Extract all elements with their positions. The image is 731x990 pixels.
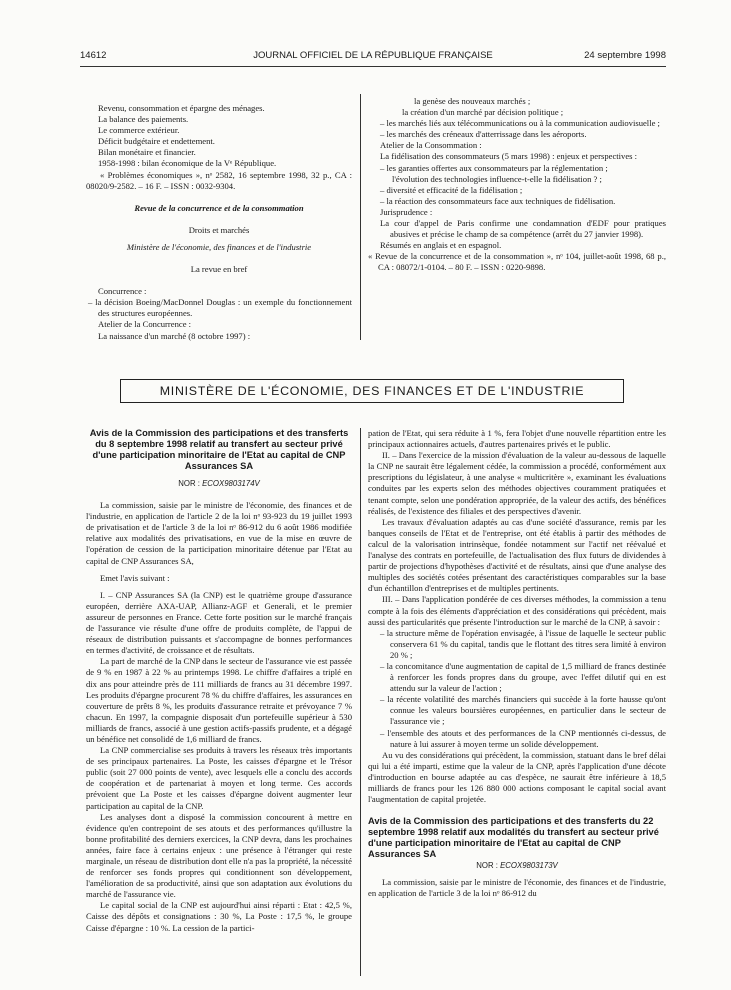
list-item: – diversité et efficacité de la fidélisation ;: [380, 184, 523, 195]
issue-date: 24 septembre 1998: [584, 50, 666, 61]
journal-title: JOURNAL OFFICIEL DE LA RÉPUBLIQUE FRANÇAISE: [253, 50, 493, 61]
list-item: Jurisprudence :: [380, 206, 433, 217]
list-item: Atelier de la Concurrence :: [98, 319, 192, 330]
list-item: – la réaction des consommateurs face aux techniques de fidélisation.: [380, 195, 616, 206]
nor-reference: [368, 860, 666, 871]
paragraph: La part de marché de la CNP dans le secteur de l'assurance vie est passée de 9 % en 1987 à 22 % au printemps 1998. Le chiffre d'affaires a triplé en dix ans pour atteindre près de 111 milliards de francs au 31 décembre 1997. Les produits d'épargne procurent 78 % du chiffre d'affaires, les assurances en couverture de prêts 8 %, les produits d'assurance retraite et prévoyance 7 % chacun. En 1997, la compagnie disposait d'un portefeuille supérieur à 530 milliards de francs, associé à une gestion actifs-passifs prudente, et a dégagé un bénéfice net consolidé de 1,6 milliard de francs.: [86, 656, 352, 744]
paragraph: La CNP commercialise ses produits à travers les réseaux très importants de ses principaux partenaires. La Poste, les caisses d'épargne et le Trésor public (soit 27 000 points de vente), avec lesquels elle a conclu des accords de coopération et de partenariat à moyen et long terme. Ces accords prévoient que La Poste et les caisses d'épargne doivent augmenter leur participation au capital de la CNP.: [86, 745, 352, 811]
nor-code: ECOX9803173V: [500, 861, 558, 871]
list-item: – les garanties offertes aux consommateurs par la réglementation ;: [380, 162, 608, 173]
list-item: Le commerce extérieur.: [98, 125, 180, 136]
list-item: – les marchés liés aux télécommunications ou à la communication audiovisuelle ;: [380, 118, 660, 129]
list-item: La naissance d'un marché (8 octobre 1997) :: [98, 330, 251, 341]
list-item: – la récente volatilité des marchés financiers qui succède à la forte hausse qu'ont connue les valeurs boursières européennes, en particulier dans le secteur de l'assurance vie ;: [380, 694, 666, 727]
list-item: La balance des paiements.: [98, 114, 189, 125]
nor-label: NOR :: [476, 861, 498, 871]
avis-title: Avis de la Commission des participations et des transferts du 8 septembre 1998 relatif au transfert au secteur privé d'une participation minoritaire de l'Etat au capital de CNP Assurances SA: [89, 428, 349, 471]
list-item: Bilan monétaire et financier.: [98, 147, 196, 158]
paragraph: III. – Dans l'application pondérée de ces diverses méthodes, la commission a tenu compte à la fois des éléments d'appréciation et des considérations qui précèdent, mais aussi des particularités que présente l'introduction sur le marché de la CNP, à savoir :: [368, 594, 666, 627]
list-item: 1958-1998 : bilan économique de la Vᵉ République.: [98, 158, 277, 169]
list-item: – la structure même de l'opération envisagée, à l'issue de laquelle le secteur public conservera 61 % du capital, tandis que le flottant des titres sera limité à environ 20 % ;: [380, 627, 666, 660]
list-item: – l'ensemble des atouts et des performances de la CNP mentionnés ci-dessus, de nature à lui assurer à moyen terme un solide développement.: [380, 727, 666, 749]
list-item: l'évolution des technologies influence-t-elle la fidélisation ? ;: [392, 173, 602, 184]
paragraph: pation de l'Etat, qui sera réduite à 1 %, fera l'objet d'une nouvelle répartition entre les principaux actionnaires actuels, d'autres partenaires privés et le public.: [368, 428, 666, 450]
list-item: Concurrence :: [98, 286, 147, 297]
list-item: Résumés en anglais et en espagnol.: [380, 240, 502, 251]
paragraph: Le capital social de la CNP est aujourd'hui ainsi réparti : Etat : 42,5 %, Caisse des dépôts et consignations : 30 %, La Poste : 17,5 %, le groupe Caisse d'épargne : 10 %. La cession de la partici-: [86, 900, 352, 933]
list-item: – les marchés des créneaux d'atterrissage dans les aéroports.: [380, 129, 587, 140]
revue-section: Droits et marchés: [188, 224, 250, 235]
list-item: – la décision Boeing/MacDonnel Douglas : un exemple du fonctionnement des structures européennes.: [88, 297, 352, 319]
paragraph: Emet l'avis suivant :: [100, 572, 170, 583]
list-item: la genèse des nouveaux marchés ;: [414, 96, 531, 106]
column-separator: [360, 428, 361, 976]
header-rule: [80, 66, 666, 67]
column-separator: [360, 94, 361, 340]
paragraph: Les analyses dont a disposé la commission concourent à mettre en évidence qu'en contrepoint de ses atouts et des performances qu'illustre la bonne profitabilité des derniers exercices, la CNP devra, dans les prochaines années, faire face à certains enjeux : une présence à l'étranger qui reste marginale, un réseau de distribution dont elle n'a pas la propriété, la nécessité de renforcer ses fonds propres qui conditionnent son développement, l'amélioration de sa productivité, ainsi que son adaptation aux évolutions du marché de l'assurance vie.: [86, 811, 352, 900]
avis-right-column: [368, 428, 666, 899]
avis2-title: Avis de la Commission des participations et des transferts du 22 septembre 1998 relatif aux modalités du transfert au secteur privé d'une participation minoritaire de l'Etat au capital de CNP Assurances SA: [368, 816, 659, 860]
page-header: [80, 50, 666, 66]
nor-code: ECOX9803174V: [202, 479, 260, 488]
top-left-column: [86, 103, 352, 342]
avis-left-column: [86, 428, 352, 934]
publication-reference: « Revue de la concurrence et de la consommation », nᵒ 104, juillet-août 1998, 68 p., CA : 08072/1-0104. – 80 F. – ISSN : 0220-9898.: [368, 251, 666, 273]
publication-reference: « Problèmes économiques », nᵒ 2582, 16 septembre 1998, 32 p., CA : 08020/9-2582. – 16 F. – ISSN : 0032-9304.: [86, 169, 352, 191]
ministry-banner: MINISTÈRE DE L'ÉCONOMIE, DES FINANCES ET DE L'INDUSTRIE: [120, 379, 624, 403]
list-item: Atelier de la Consommation :: [380, 140, 482, 151]
list-item: La fidélisation des consommateurs (5 mars 1998) : enjeux et perspectives :: [380, 151, 638, 162]
page-number: 14612: [80, 50, 107, 61]
revue-ministry: Ministère de l'économie, des finances et de l'industrie: [126, 241, 312, 252]
paragraph: Les travaux d'évaluation adaptés au cas d'une société d'assurance, remis par les banques conseils de l'Etat et de l'entreprise, ont été établis à partir des méthodes de calcul de la valorisation intrinsèque, fondée notamment sur l'actif net réévalué et l'analyse des contrats en portefeuille, de l'actualisation des flux futurs de dividendes à partir de projections d'hypothèses d'activité et de résultats, ainsi que d'une analyse des multiples des sociétés cotées présentant des caractéristiques comparables sur la base d'un échantillon d'entreprises et de multiples pertinents.: [368, 516, 666, 594]
revue-bref: La revue en bref: [190, 264, 248, 275]
list-item: – la concomitance d'une augmentation de capital de 1,5 milliard de francs destinée à renforcer les fonds propres dans du groupe, avec l'effet dilutif qui en est attendu sur la valeur de l'action ;: [380, 660, 666, 694]
list-item: Déficit budgétaire et endettement.: [98, 136, 215, 147]
paragraph: La commission, saisie par le ministre de l'économie, des finances et de l'industrie, en application de l'article 2 de la loi nᵒ 93-923 du 19 juillet 1993 de privatisation et de l'article 3 de la loi nᵒ 86-912 du 6 août 1986 modifiée relative aux modalités des privatisations, en vue de la mise en œuvre de l'opération de cession de la participation minoritaire détenue par l'Etat au capital de CNP Assurances SA,: [86, 500, 352, 566]
top-right-column: [368, 96, 666, 274]
list-item: Revenu, consommation et épargne des ménages.: [98, 103, 265, 113]
paragraph: II. – Dans l'exercice de la mission d'évaluation de la valeur au-dessous de laquelle la CNP ne saurait être légalement cédée, la commission a procédé, conformément aux prescriptions du législateur, à une analyse « multicritère », examinant les évaluations conduites par les experts selon des méthodes objectives couramment pratiquées et tenant compte, selon une pondération appropriée, de la valeur des actifs, des bénéfices réalisés, de l'existence des filiales et des perspectives d'avenir.: [368, 450, 666, 516]
paragraph: I. – CNP Assurances SA (la CNP) est le quatrième groupe d'assurance européen, derrière AXA-UAP, Allianz-AGF et Generali, et le premier assureur de personnes en France. Cette forte position sur le marché français de l'assurance vie résulte d'une offre de produits complète, de l'appui de réseaux de distribution puissants et s'accompagne de bonnes performances en termes d'activité, de croissance et de résultats.: [86, 589, 352, 656]
list-item: la création d'un marché par décision politique ;: [402, 107, 564, 118]
revue-title: Revue de la concurrence et de la consommation: [134, 202, 304, 213]
paragraph: Au vu des considérations qui précèdent, la commission, statuant dans le bref délai qui lui a été imparti, estime que la valeur de la CNP, après l'application d'une décote d'introduction en bourse adaptée au cas d'espèce, ne saurait être inférieure à 18,5 milliards de francs pour les 126 880 000 actions composant le capital social avant l'augmentation de capital projetée.: [368, 749, 666, 805]
list-item: La cour d'appel de Paris confirme une condamnation d'EDF pour pratiques abusives et précise le champ de sa compétence (arrêt du 27 janvier 1998).: [380, 218, 666, 240]
nor-label: NOR :: [178, 479, 200, 488]
paragraph: La commission, saisie par le ministre de l'économie, des finances et de l'industrie, en application de l'article 3 de la loi nᵒ 86-912 du: [368, 877, 666, 899]
nor-reference: [86, 478, 352, 489]
